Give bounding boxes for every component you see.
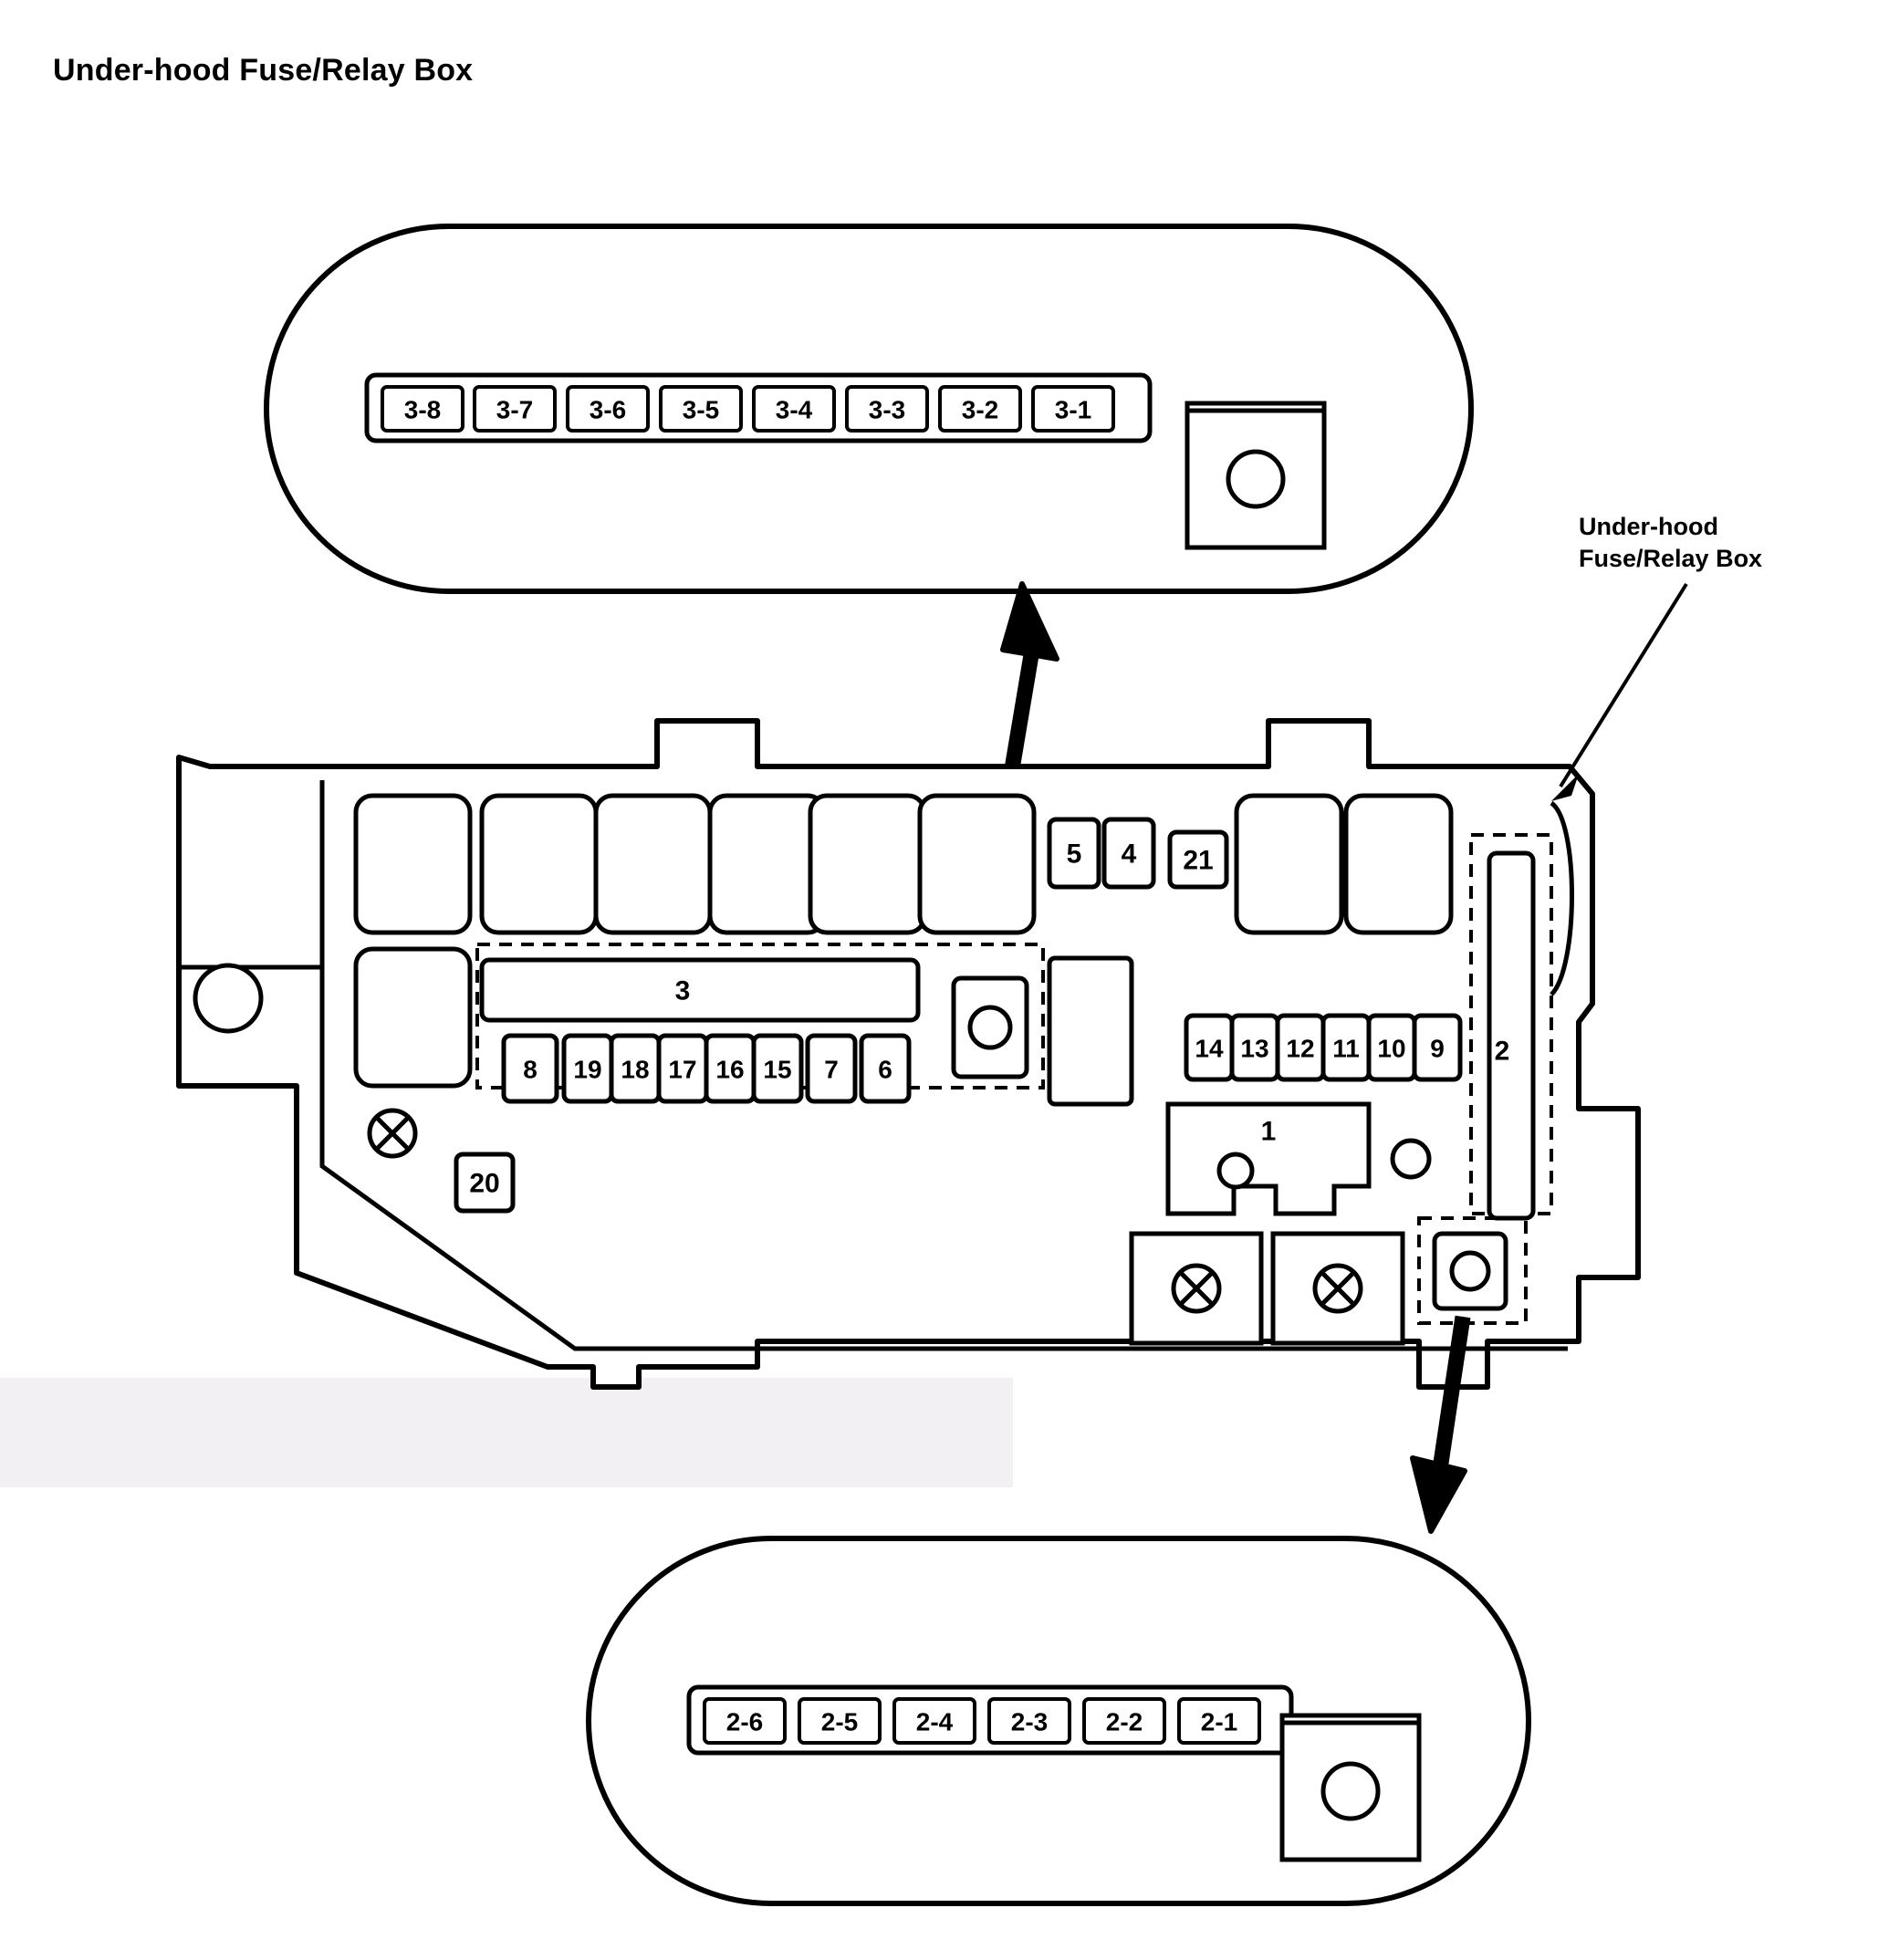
main-connector-block xyxy=(1049,958,1132,1104)
fuse-label-14: 14 xyxy=(1195,1034,1224,1063)
top-fuse-label: 3-8 xyxy=(403,395,442,424)
top-detail-capsule xyxy=(266,226,1471,591)
group-3-connector xyxy=(954,978,1027,1077)
fuse-label-12: 12 xyxy=(1286,1034,1315,1063)
fuse-label-19: 19 xyxy=(573,1055,602,1084)
top-fuse-label: 3-3 xyxy=(868,395,906,424)
callout-label-line1: Under-hood xyxy=(1579,513,1718,540)
callout-label-line2: Fuse/Relay Box xyxy=(1579,544,1763,572)
fuse-label-15: 15 xyxy=(763,1055,792,1084)
fuse-label-20: 20 xyxy=(469,1168,500,1199)
fuse-label-9: 9 xyxy=(1430,1034,1445,1063)
top-fuse-label: 3-5 xyxy=(682,395,720,424)
fuse-label-17: 17 xyxy=(668,1055,697,1084)
component-1-label: 1 xyxy=(1260,1116,1277,1147)
fuse-label-21: 21 xyxy=(1183,845,1214,876)
group-2-label: 2 xyxy=(1494,1036,1510,1067)
fuse-label-18: 18 xyxy=(621,1055,650,1084)
fuse-label-13: 13 xyxy=(1240,1034,1269,1063)
fuse-row-left xyxy=(504,1036,909,1101)
bottom-fuse-label: 2-5 xyxy=(820,1707,859,1736)
fuse-label-6: 6 xyxy=(878,1055,892,1084)
group-3-label: 3 xyxy=(674,975,691,1006)
fuse-label-7: 7 xyxy=(824,1055,839,1084)
fuse-label-4: 4 xyxy=(1121,839,1137,870)
fuse-label-10: 10 xyxy=(1377,1034,1406,1063)
page-title: Under-hood Fuse/Relay Box xyxy=(53,53,474,88)
bottom-fuse-label: 2-3 xyxy=(1010,1707,1049,1736)
fuse-label-16: 16 xyxy=(715,1055,745,1084)
fuse-label-8: 8 xyxy=(523,1055,537,1084)
group-3-strip xyxy=(482,960,918,1020)
top-fuse-label: 3-2 xyxy=(961,395,999,424)
fuse-label-11: 11 xyxy=(1332,1034,1360,1063)
callout-leader-line xyxy=(1551,584,1686,801)
top-fuse-label: 3-7 xyxy=(496,395,534,424)
top-fuse-label: 3-1 xyxy=(1054,395,1092,424)
bottom-fuse-label: 2-4 xyxy=(915,1707,954,1736)
fuse-row-right xyxy=(1186,1016,1460,1079)
bottom-fuse-label: 2-6 xyxy=(725,1707,764,1736)
bottom-detail-capsule xyxy=(589,1538,1529,1903)
fuse-label-5: 5 xyxy=(1066,839,1082,870)
top-fuse-label: 3-4 xyxy=(775,395,813,424)
bottom-fuse-label: 2-2 xyxy=(1105,1707,1143,1736)
bottom-fuse-label: 2-1 xyxy=(1200,1707,1238,1736)
top-fuse-label: 3-6 xyxy=(589,395,627,424)
